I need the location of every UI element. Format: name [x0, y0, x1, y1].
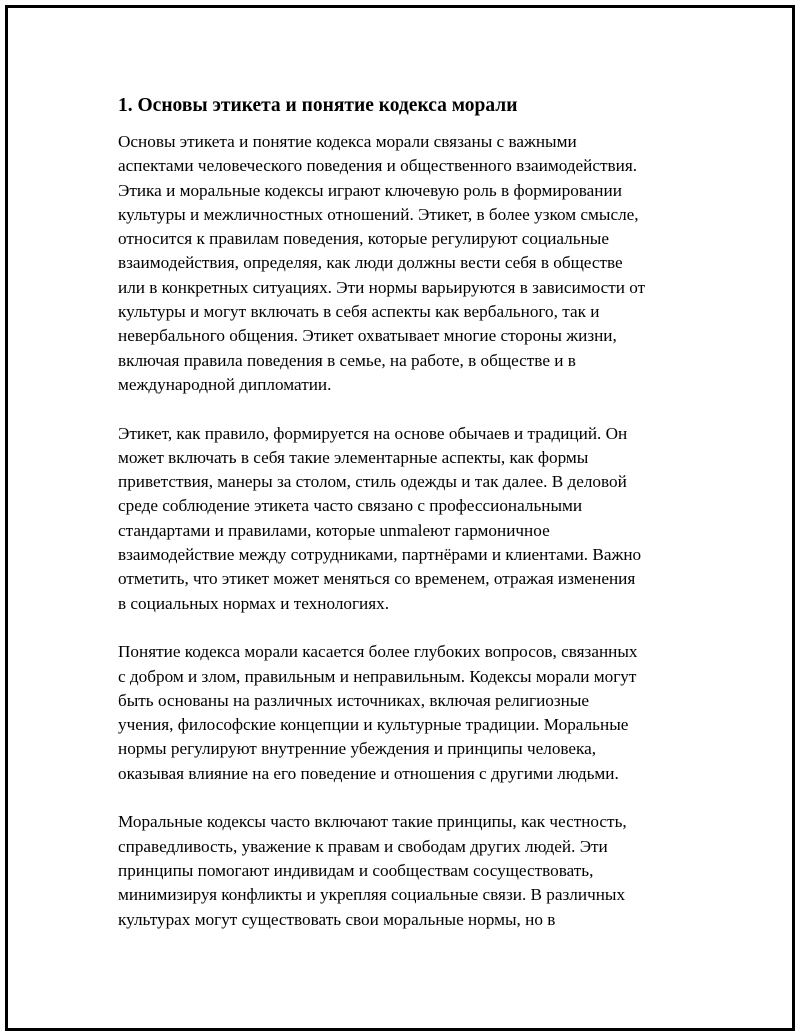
text-line: аспектами человеческого поведения и общественного взаимодействия.	[118, 156, 638, 176]
text-line: справедливость, уважение к правам и свободам других людей. Эти	[118, 836, 608, 856]
text-line: быть основаны на различных источниках, включая религиозные	[118, 690, 590, 710]
text-line: Понятие кодекса морали касается более глубоких вопросов, связанных	[118, 642, 638, 662]
text-line: Этикет, как правило, формируется на основе обычаев и традиций. Он	[118, 423, 628, 443]
section-heading: 1. Основы этикета и понятие кодекса морали	[118, 95, 518, 116]
text-line: среде соблюдение этикета часто связано с профессиональными	[118, 496, 583, 516]
text-line: приветствия, манеры за столом, стиль одежды и так далее. В деловой	[118, 472, 627, 492]
paragraph-2	[118, 422, 688, 616]
text-line: учения, философские концепции и культурные традиции. Моральные	[118, 715, 629, 735]
text-line: с добром и злом, правильным и неправильным. Кодексы морали могут	[118, 666, 637, 686]
text-line: взаимодействия, определяя, как люди должны вести себя в обществе	[118, 253, 623, 273]
text-line: оказывая влияние на его поведение и отношения с другими людьми.	[118, 763, 619, 783]
text-line: в социальных нормах и технологиях.	[118, 593, 390, 613]
text-line: относится к правилам поведения, которые регулируют социальные	[118, 229, 609, 249]
text-line: стандартами и правилами, которые unmaleют гармоничное	[118, 520, 550, 540]
paragraph-4	[118, 810, 688, 931]
text-line: международной дипломатии.	[118, 374, 332, 394]
text-line: нормы регулируют внутренние убеждения и принципы человека,	[118, 739, 597, 759]
paragraph-3	[118, 640, 688, 786]
text-line: отметить, что этикет может меняться со временем, отражая изменения	[118, 569, 636, 589]
text-line: принципы помогают индивидам и сообществам сосуществовать,	[118, 860, 594, 880]
paragraph-1	[118, 130, 688, 397]
text-line: Моральные кодексы часто включают такие принципы, как честность,	[118, 812, 627, 832]
text-line: или в конкретных ситуациях. Эти нормы варьируются в зависимости от	[118, 277, 646, 297]
text-line: Этика и моральные кодексы играют ключевую роль в формировании	[118, 180, 622, 200]
text-line: взаимодействие между сотрудниками, партнёрами и клиентами. Важно	[118, 545, 642, 565]
document-body	[118, 92, 688, 956]
text-line: Основы этикета и понятие кодекса морали связаны с важными	[118, 132, 577, 151]
text-line: культурах могут существовать свои моральные нормы, но в	[118, 909, 556, 929]
text-line: невербального общения. Этикет охватывает многие стороны жизни,	[118, 326, 617, 346]
text-line: культуры и могут включать в себя аспекты как вербального, так и	[118, 302, 600, 322]
text-line: может включать в себя такие элементарные аспекты, как формы	[118, 447, 589, 467]
text-line: минимизируя конфликты и укрепляя социальные связи. В различных	[118, 885, 626, 905]
text-line: культуры и межличностных отношений. Этикет, в более узком смысле,	[118, 204, 639, 224]
text-line: включая правила поведения в семье, на работе, в обществе и в	[118, 350, 576, 370]
